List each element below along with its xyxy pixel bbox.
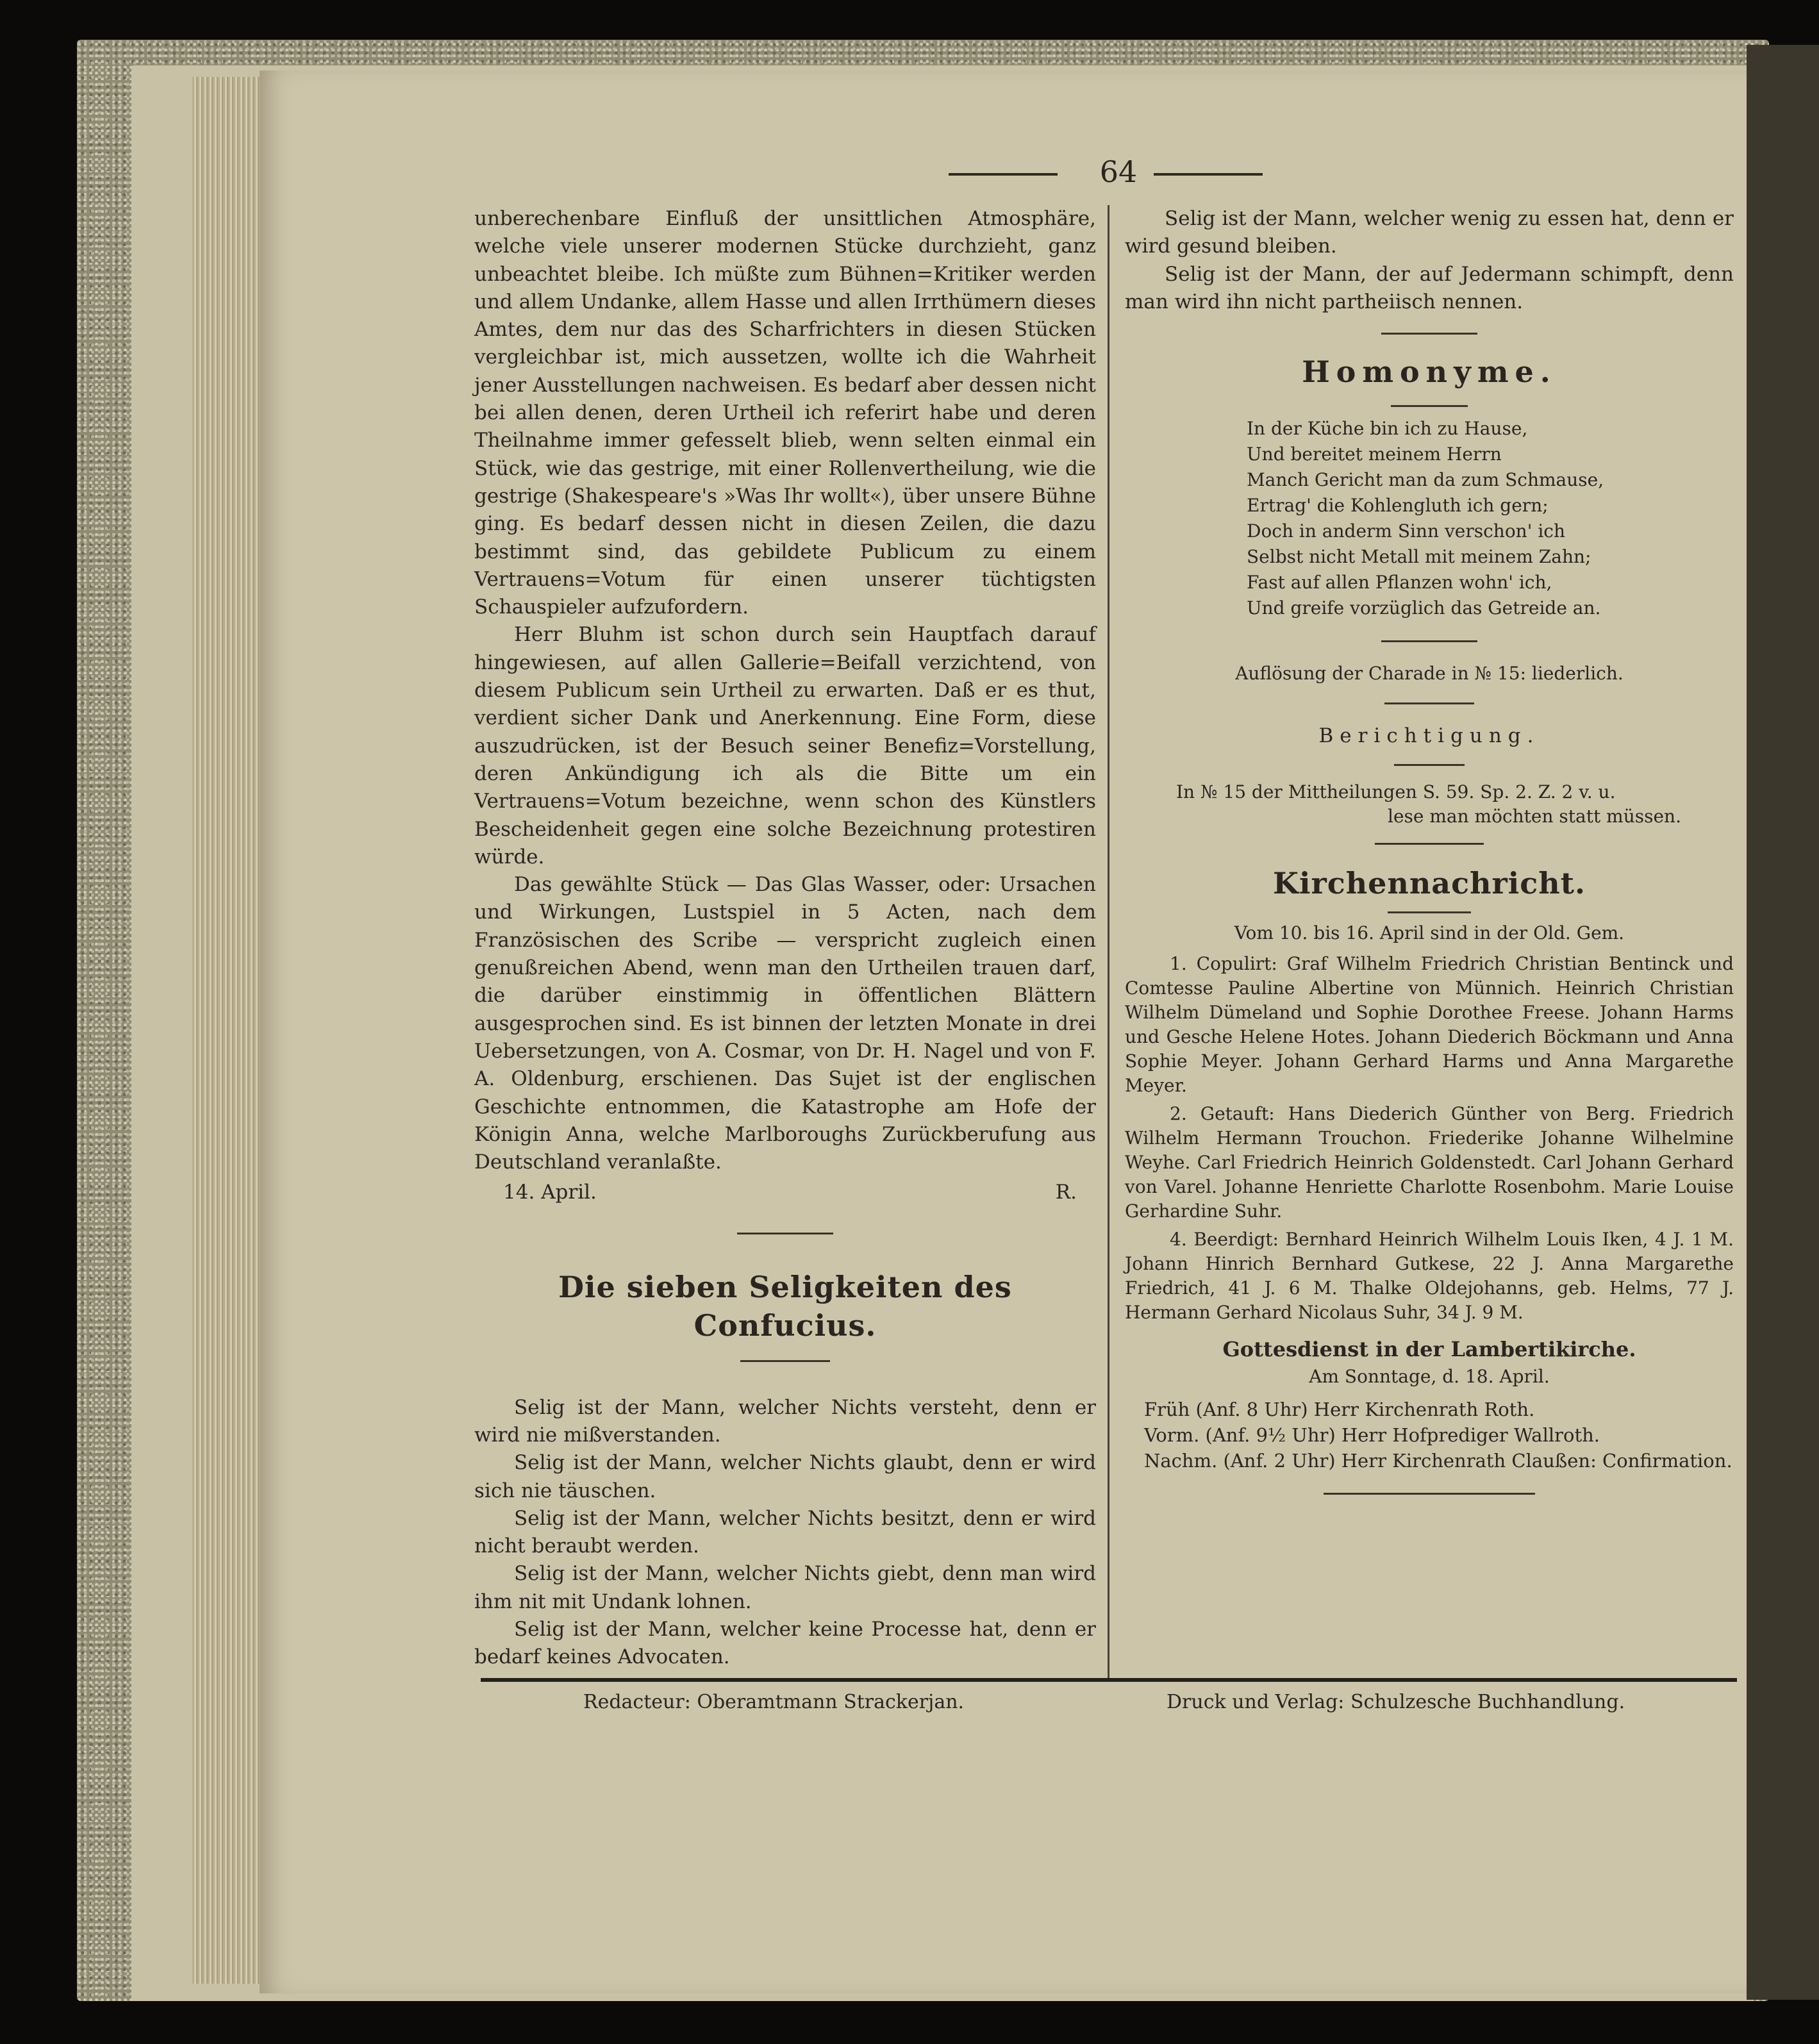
section-rule bbox=[1391, 405, 1468, 407]
binding-edge bbox=[1747, 45, 1819, 2000]
section-rule bbox=[1384, 702, 1474, 704]
church-entry: 2. Getauft: Hans Diederich Günther von Berg. Friedrich Wilhelm Hermann Trouchon. Friederike Johanne Wilhelmine Weyhe. Carl Friedrich Heinrich Goldenstedt. Carl Johann Gerhard von Varel. Johanne Henriette Charlotte Rosenbohm. Marie Louise Gerhardine Suhr. bbox=[1125, 1103, 1734, 1222]
charade-solution: Auflösung der Charade in № 15: liederlich. bbox=[1235, 663, 1624, 685]
printer-credit: Druck und Verlag: Schulzesche Buchhandlung. bbox=[1167, 1691, 1625, 1713]
beatitude: Selig ist der Mann, welcher Nichts versteht, denn er wird nie mißverstanden. bbox=[474, 1395, 1096, 1447]
service-line: Nachm. (Anf. 2 Uhr) Herr Kirchenrath Claußen: Confirmation. bbox=[1144, 1450, 1732, 1472]
poem-line: Ertrag' die Kohlengluth ich gern; bbox=[1247, 495, 1549, 517]
section-rule bbox=[740, 1360, 830, 1362]
poem bbox=[1247, 416, 1734, 621]
poem-line: Selbst nicht Metall mit meinem Zahn; bbox=[1247, 546, 1591, 568]
section-rule bbox=[1381, 640, 1477, 642]
service-line: Vorm. (Anf. 9½ Uhr) Herr Hofprediger Wallroth. bbox=[1144, 1424, 1600, 1447]
poem-line: Doch in anderm Sinn verschon' ich bbox=[1247, 520, 1565, 542]
correction-text: lese man möchten statt müssen. bbox=[1388, 806, 1681, 827]
header-dash-left bbox=[949, 173, 1058, 176]
paragraph: Herr Bluhm ist schon durch sein Hauptfach darauf hingewiesen, auf allen Gallerie=Beifall verzichtend, von diesem Publicum sein Urtheil zu erwarten. Daß er es thut, verdient sicher Dank und Anerkennung. Eine Form, diese auszudrücken, ist der Besuch seiner Benefiz=Vorstellung, deren Ankündigung ich als die Bitte um ein Vertrauens=Votum bezeichne, wenn schon des Künstlers Bescheidenheit gegen eine solche Bezeichnung protestiren würde. bbox=[474, 623, 1096, 868]
beatitude: Selig ist der Mann, der auf Jedermann schimpft, denn man wird ihn nicht partheiisch nennen. bbox=[1125, 262, 1734, 313]
right-column bbox=[1125, 205, 1734, 1495]
left-column bbox=[474, 205, 1096, 1672]
beatitude: Selig ist der Mann, welcher wenig zu essen hat, denn er wird gesund bleiben. bbox=[1125, 207, 1734, 258]
service-title: Gottesdienst in der Lambertikirche. bbox=[1222, 1337, 1636, 1362]
correction-text: In № 15 der Mittheilungen S. 59. Sp. 2. Z. 2 v. u. bbox=[1176, 781, 1616, 803]
poem-line: Manch Gericht man da zum Schmause, bbox=[1247, 469, 1604, 491]
date: 14. April. bbox=[503, 1181, 597, 1204]
church-intro: Vom 10. bis 16. April sind in der Old. Gem. bbox=[1234, 922, 1625, 944]
paragraph: Das gewählte Stück — Das Glas Wasser, oder: Ursachen und Wirkungen, Lustspiel in 5 Acten, nach dem Französischen des Scribe — verspricht zugleich einen genußreichen Abend, wenn man den Urtheilen trauen darf, die darüber einstimmig in öffentlichen Blättern ausgesprochen sind. Es ist binnen der letzten Monate in drei Uebersetzungen, von A. Cosmar, von Dr. H. Nagel und von F. A. Oldenburg, erschienen. Das Sujet ist der englischen Geschichte entnommen, die Katastrophe am Hofe der Königin Anna, welche Marlboroughs Zurückberufung aus Deutschland veranlaßte. bbox=[474, 873, 1096, 1174]
header-dash-right bbox=[1154, 173, 1263, 176]
paragraph: unberechenbare Einfluß der unsittlichen Atmosphäre, welche viele unserer modernen Stücke durchzieht, ganz unbeachtet bleibe. Ich müßte zum Bühnen=Kritiker werden und allem Undanke, allem Hasse und allen Irrthümern dieses Amtes, dem nur das des Scharfrichters in diesen Stücken vergleichbar ist, mich aussetzen, wollte ich die Wahrheit jener Ausstellungen nachweisen. Es bedarf aber dessen nicht bei allen denen, deren Urtheil ich referirt habe und deren Theilnahme immer gefesselt blieb, wenn selten einmal ein Stück, wie das gestrige, mit einer Rollenvertheilung, wie die gestrige (Shakespeare's »Was Ihr wollt«), über unsere Bühne ging. Es bedarf dessen nicht in diesen Zeilen, die dazu bestimmt sind, das gebildete Publicum zu einem Vertrauens=Votum für einen unserer tüchtigsten Schauspieler aufzufordern. bbox=[474, 207, 1096, 619]
section-rule bbox=[1394, 764, 1465, 766]
column-divider bbox=[1108, 205, 1109, 1679]
homonym-title: Homonyme. bbox=[1302, 354, 1557, 390]
church-entry: 4. Beerdigt: Bernhard Heinrich Wilhelm Louis Iken, 4 J. 1 M. Johann Hinrich Bernhard Gutkese, 22 J. Anna Margarethe Friedrich, 41 J. 6 M. Thalke Oldejohanns, geb. Helms, 77 J. Hermann Gerhard Nicolaus Suhr, 34 J. 9 M. bbox=[1125, 1229, 1734, 1324]
signature: R. bbox=[1055, 1181, 1077, 1204]
page-number: 64 bbox=[1099, 154, 1138, 189]
beatitude: Selig ist der Mann, welcher Nichts besitzt, denn er wird nicht beraubt werden. bbox=[474, 1506, 1096, 1558]
section-rule bbox=[1388, 911, 1471, 913]
section-rule bbox=[737, 1233, 833, 1234]
beatitude: Selig ist der Mann, welcher Nichts giebt, denn man wird ihm nit mit Undank lohnen. bbox=[474, 1562, 1096, 1613]
poem-line: In der Küche bin ich zu Hause, bbox=[1247, 418, 1528, 440]
section-rule bbox=[1324, 1493, 1535, 1495]
page-edges bbox=[192, 77, 263, 1984]
confucius-title: Die sieben Seligkeiten des Confucius. bbox=[558, 1269, 1012, 1343]
beatitude: Selig ist der Mann, welcher Nichts glaubt, denn er wird sich nie täuschen. bbox=[474, 1451, 1096, 1502]
section-rule bbox=[1381, 333, 1477, 335]
poem-line: Und greife vorzüglich das Getreide an. bbox=[1247, 597, 1601, 619]
poem-line: Fast auf allen Pflanzen wohn' ich, bbox=[1247, 572, 1552, 594]
service-schedule bbox=[1125, 1397, 1734, 1474]
beatitude: Selig ist der Mann, welcher keine Processe hat, denn er bedarf keines Advocaten. bbox=[474, 1618, 1096, 1669]
church-news-title: Kirchennachricht. bbox=[1273, 866, 1586, 901]
section-rule bbox=[1375, 843, 1484, 845]
church-entry: 1. Copulirt: Graf Wilhelm Friedrich Christian Bentinck und Comtesse Pauline Albertine von Münnich. Heinrich Christian Wilhelm Dümeland und Sophie Dorothee Freese. Johann Harms und Gesche Helene Hotes. Johann Diederich Böckmann und Anna Sophie Meyer. Johann Gerhard Harms und Anna Margarethe Meyer. bbox=[1125, 953, 1734, 1097]
service-line: Früh (Anf. 8 Uhr) Herr Kirchenrath Roth. bbox=[1144, 1399, 1535, 1421]
editor-credit: Redacteur: Oberamtmann Strackerjan. bbox=[583, 1691, 965, 1713]
correction-title: Berichtigung. bbox=[1318, 724, 1540, 748]
dateline bbox=[474, 1179, 1096, 1206]
poem-line: Und bereitet meinem Herrn bbox=[1247, 444, 1502, 465]
service-date: Am Sonntage, d. 18. April. bbox=[1309, 1366, 1550, 1388]
page-header bbox=[936, 154, 1269, 192]
footer-rule bbox=[481, 1678, 1737, 1682]
